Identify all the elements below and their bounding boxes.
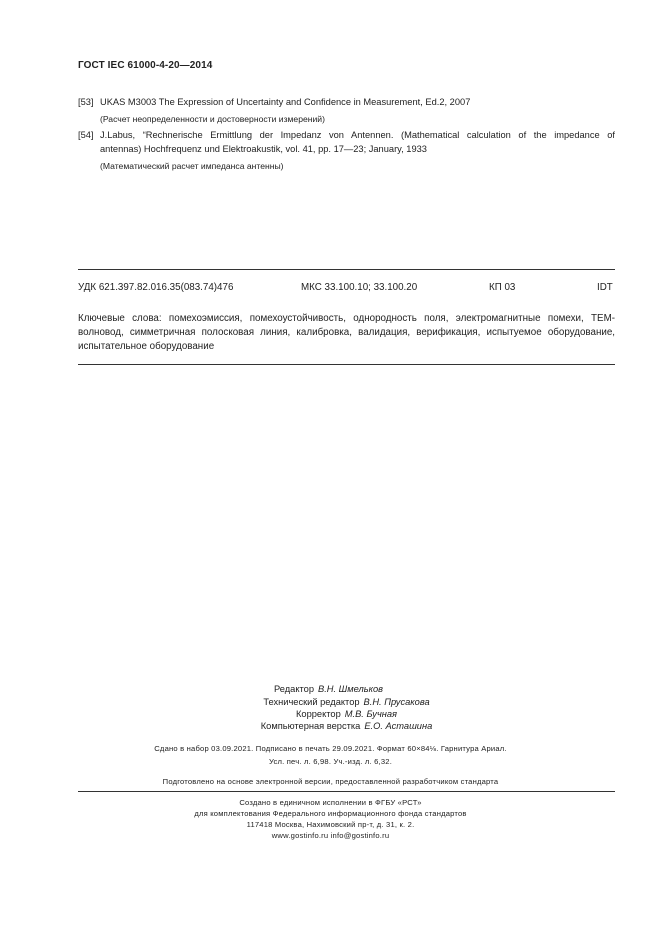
reference-text-line-2: antennas) Hochfrequenz und Elektroakustik, vol. 41, pp. 17—23; January, 1933 xyxy=(100,144,427,154)
keywords: Ключевые слова: помехоэмиссия, помехоустойчивость, однородность поля, электромагнитные помехи, ТЕМ-волновод, симметричная полосковая линия, калибровка, валидация, верификация, испытуемое оборудование, испытательное оборудование xyxy=(78,313,615,353)
reference-text-line-1: J.Labus, “Rechnerische Ermittlung der Impedanz von Antennen. (Mathematical calculation of the impedance of xyxy=(100,130,615,140)
credit-editor xyxy=(0,684,659,694)
credit-name: Е.О. Асташина xyxy=(364,721,433,731)
divider-footer xyxy=(78,791,615,792)
credit-role: Редактор xyxy=(273,684,314,694)
reference-number: [53] xyxy=(78,97,94,107)
divider-bottom xyxy=(78,364,615,365)
credit-corrector xyxy=(16,709,661,719)
print-info-line-1: Сдано в набор 03.09.2021. Подписано в печать 29.09.2021. Формат 60×84⅛. Гарнитура Ариал. xyxy=(154,744,507,753)
print-info-line-2: Усл. печ. л. 6,98. Уч.-изд. л. 6,32. xyxy=(268,757,393,766)
publisher-line-1: Создано в единичном исполнении в ФГБУ «РСТ» xyxy=(239,798,422,807)
credit-role: Корректор xyxy=(295,709,341,719)
publisher-line-2: для комплектования Федерального информационного фонда стандартов xyxy=(194,809,467,818)
credit-tech-editor xyxy=(16,697,661,707)
reference-translation: (Расчет неопределенности и достоверности измерений) xyxy=(100,114,325,124)
credit-name: В.Н. Прусакова xyxy=(363,697,430,707)
mks-code: МКС 33.100.10; 33.100.20 xyxy=(301,282,418,293)
print-info-line-3: Подготовлено на основе электронной версии, предоставленной разработчиком стандарта xyxy=(162,777,499,786)
reference-text: UKAS M3003 The Expression of Uncertainty and Confidence in Measurement, Ed.2, 2007 xyxy=(100,97,471,107)
divider-top xyxy=(78,269,615,270)
document-header: ГОСТ IEC 61000-4-20—2014 xyxy=(78,60,213,71)
credit-name: М.В. Бучная xyxy=(344,709,398,719)
reference-translation: (Математический расчет импеданса антенны) xyxy=(100,161,284,171)
kp-code: КП 03 xyxy=(489,282,516,293)
credit-role: Компьютерная верстка xyxy=(260,721,361,731)
publisher-contacts: www.gostinfo.ru info@gostinfo.ru xyxy=(271,831,390,840)
udc-code: УДК 621.397.82.016.35(083.74)476 xyxy=(78,282,234,293)
publisher-line-3: 117418 Москва, Нахимовский пр-т, д. 31, к. 2. xyxy=(246,820,415,829)
reference-number: [54] xyxy=(78,130,94,140)
credit-role: Технический редактор xyxy=(263,697,360,707)
credit-name: В.Н. Шмельков xyxy=(318,684,384,694)
credit-layout xyxy=(16,721,661,731)
idt-code: IDT xyxy=(597,282,613,293)
